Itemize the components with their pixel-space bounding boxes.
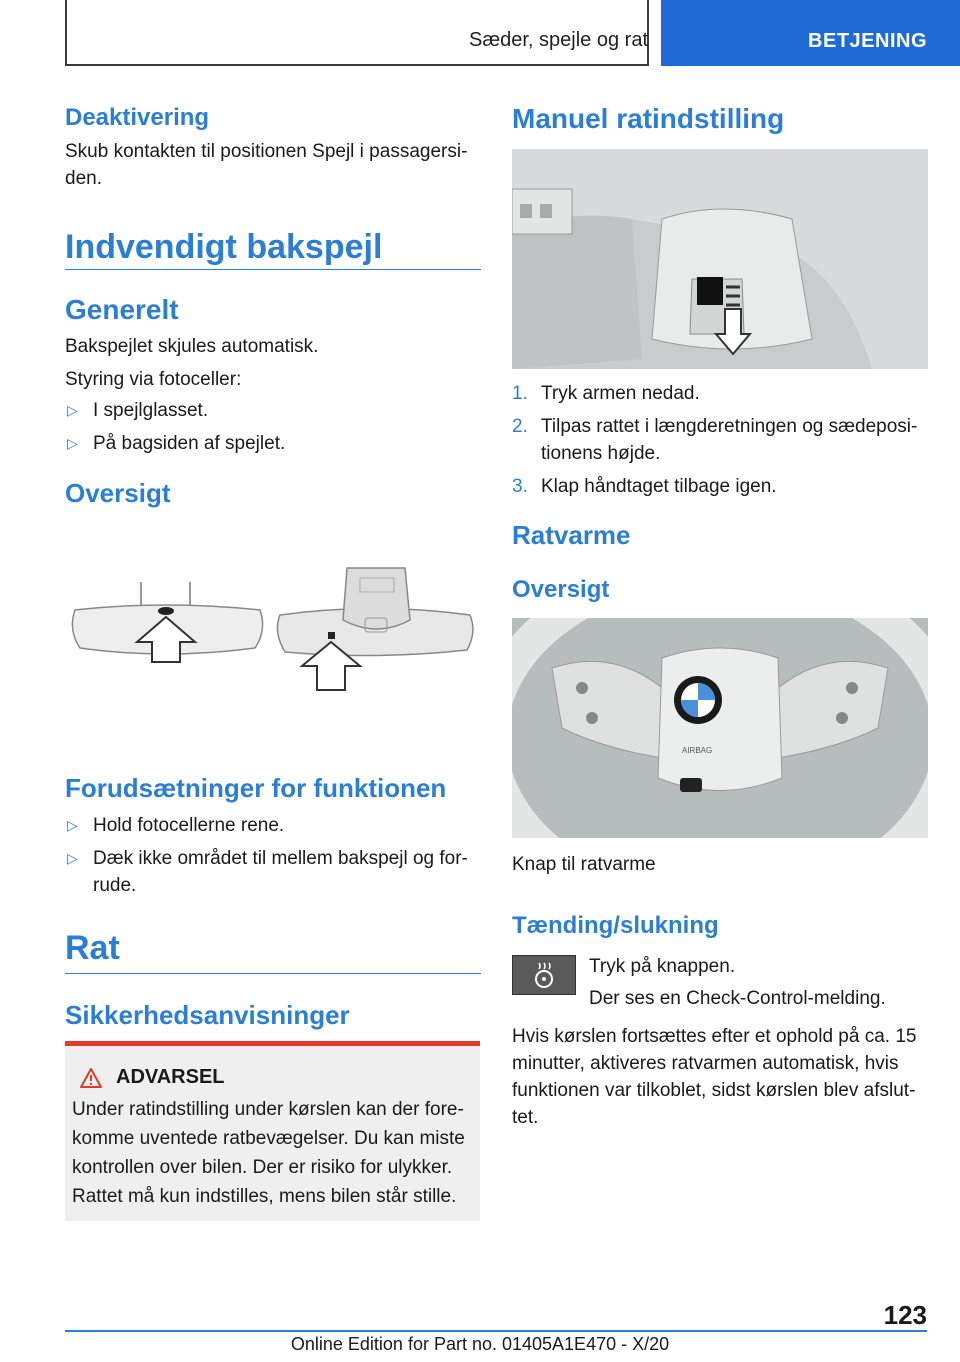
step-item bbox=[512, 473, 928, 500]
warning-header bbox=[80, 1066, 470, 1089]
heading-manuel-ratindstilling: Manuel ratindstilling bbox=[512, 103, 785, 134]
warning-triangle-icon bbox=[80, 1068, 102, 1088]
rule-indvendigt bbox=[65, 269, 481, 270]
heading-forudsaetninger: Forudsætninger for funktionen bbox=[65, 773, 447, 803]
steering-column-illustration bbox=[512, 149, 928, 369]
mirror-illustration bbox=[65, 560, 481, 700]
list-item: ▷ Hold fotocellerne rene. bbox=[65, 812, 481, 839]
text-taending-2: Der ses en Check-Control-melding. bbox=[589, 988, 886, 1009]
steering-heat-button[interactable] bbox=[512, 955, 576, 995]
footer-rule bbox=[65, 1330, 927, 1332]
step-text: Klap håndtaget tilbage igen. bbox=[541, 476, 777, 497]
step-item bbox=[512, 380, 928, 407]
text-generelt-2: Styring via fotoceller: bbox=[65, 369, 242, 390]
heading-deaktivering: Deaktivering bbox=[65, 104, 210, 131]
airbag-label: AIRBAG bbox=[682, 746, 713, 755]
heading-generelt: Generelt bbox=[65, 294, 179, 325]
warning-title: ADVARSEL bbox=[116, 1066, 225, 1088]
text-taending-1: Tryk på knappen. bbox=[589, 956, 736, 977]
text-ratvarme-auto: Hvis kørslen fortsættes efter et ophold på ca. 15 minutter, aktiveres ratvarmen automatisk, hvis funktionen var tilkoblet, sidst kørslen blev afslut-tet. bbox=[512, 1026, 917, 1128]
step-number: 3. bbox=[512, 476, 528, 497]
warning-box bbox=[65, 1041, 480, 1221]
step-number: 2. bbox=[512, 416, 528, 437]
list-generelt bbox=[65, 397, 481, 457]
step-item bbox=[512, 413, 928, 467]
heading-taending-slukning: Tænding/slukning bbox=[512, 912, 719, 939]
heading-ratvarme: Ratvarme bbox=[512, 520, 631, 550]
heading-oversigt-right: Oversigt bbox=[512, 576, 610, 603]
steering-wheel-illustration bbox=[512, 618, 928, 838]
heated-steering-wheel-icon bbox=[530, 961, 558, 989]
list-item: ▷ Dæk ikke området til mellem bakspejl og for-rude. bbox=[65, 845, 481, 899]
header-chapter-tab[interactable] bbox=[661, 0, 960, 66]
warning-text: Under ratindstilling under kørslen kan der fore-komme uventede ratbevægelser. Du kan miste kontrollen over bilen. Der er risiko for ulykker. Rattet må kun indstilles, mens bilen står stille. bbox=[72, 1099, 465, 1207]
step-text: Tryk armen nedad. bbox=[541, 383, 700, 404]
steps-list bbox=[512, 380, 928, 506]
list-item: ▷ I spejlglasset. bbox=[65, 397, 481, 424]
list-forudsaetninger bbox=[65, 812, 481, 899]
figure-caption: Knap til ratvarme bbox=[512, 854, 656, 875]
heading-sikkerhedsanvisninger: Sikkerhedsanvisninger bbox=[65, 1000, 350, 1030]
step-text: Tilpas rattet i længderetningen og sædeposi-tionens højde. bbox=[541, 416, 918, 464]
list-item: ▷ På bagsiden af spejlet. bbox=[65, 430, 481, 457]
text-deaktivering: Skub kontakten til positionen Spejl i passagersi-den. bbox=[65, 141, 468, 189]
heading-rat: Rat bbox=[65, 929, 120, 967]
step-number: 1. bbox=[512, 383, 528, 404]
header-chapter-label: BETJENING bbox=[808, 30, 927, 52]
page-number: 123 bbox=[883, 1300, 927, 1330]
rule-rat bbox=[65, 973, 481, 974]
heading-oversigt-left: Oversigt bbox=[65, 478, 171, 508]
heading-indvendigt-bakspejl: Indvendigt bakspejl bbox=[65, 228, 383, 266]
footer-edition: Online Edition for Part no. 01405A1E470 - X/20 bbox=[290, 1334, 670, 1354]
text-generelt-1: Bakspejlet skjules automatisk. bbox=[65, 336, 319, 357]
header-section-title: Sæder, spejle og rat bbox=[469, 29, 648, 51]
